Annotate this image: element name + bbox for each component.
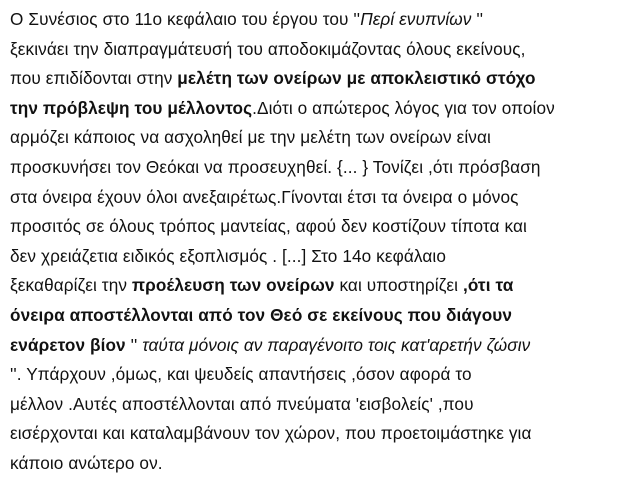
bold-text: την πρόβλεψη του μέλλοντ <box>10 97 233 118</box>
text-run: κάποιο ανώτερο ον. <box>10 452 163 473</box>
text-run: προσκυνήσει τον Θεόκαι να προσευχηθεί. {... } Τονίζει ,ότι πρόσβαση <box>10 156 541 177</box>
text-run: Ο Συνέσιος στο 11ο κεφάλαιο του έργου του '' <box>10 9 361 29</box>
text-line-4 <box>10 94 636 124</box>
text-line-14 <box>10 390 636 420</box>
text-run: και υποστηρίζει <box>334 275 463 296</box>
text-run: δεν χρειάζετια ειδικός εξοπλισμός . [...] Στο 14ο κεφάλαιο <box>10 245 446 266</box>
text-line-5 <box>10 123 636 153</box>
text-line-16 <box>10 449 636 479</box>
text-run: προσιτός σε όλους τρόπος μαντείας, αφού δεν κοστίζουν τίποτα και <box>10 216 527 237</box>
italic-title: Περί ενυπνίων <box>360 9 472 29</box>
bold-text: ,ότι τα <box>462 275 514 296</box>
italic-quote: ταύτα μόνοις αν παραγένοιτο τοις κατ'αρετήν ζώσιν <box>142 334 531 355</box>
text-line-10 <box>10 271 636 301</box>
text-run: ''. Υπάρχουν ,όμως, και ψευδείς απαντήσεις ,όσον αφορά το <box>10 364 472 385</box>
text-line-2 <box>10 35 636 65</box>
bold-text: ενάρετον βίον <box>10 334 126 355</box>
bold-text: προέλευση των ονείρων <box>131 275 335 296</box>
bold-text: μελέτη των ονείρων με αποκλειστικό στόχο <box>177 68 536 89</box>
text-line-8 <box>10 212 636 242</box>
text-line-12 <box>10 331 636 361</box>
text-run: που επιδίδονται στην <box>10 68 178 89</box>
text-run: μέλλον .Αυτές αποστέλλονται από πνεύματα 'εισβολείς' ,που <box>10 393 474 414</box>
text-line-7 <box>10 183 636 213</box>
text-line-13 <box>10 360 636 390</box>
bold-text: όνειρα αποστέλλονται από τον Θεό σε εκείνους που διάγουν <box>10 304 513 325</box>
text-run: '' <box>471 9 484 29</box>
text-line-15 <box>10 419 636 449</box>
text-run: στα όνειρα έχουν όλοι ανεξαιρέτως.Γίνονται έτσι τα όνειρα ο μόνος <box>10 186 519 207</box>
text-run: ξεκινάει την διαπραγμάτευσή του αποδοκιμάζοντας όλους εκείνους, <box>10 38 526 59</box>
bold-text: ος <box>232 97 253 118</box>
text-line-9 <box>10 242 636 272</box>
text-line-11 <box>10 301 636 331</box>
document-body <box>10 0 636 479</box>
text-line-6 <box>10 153 636 183</box>
text-run: ξεκαθαρίζει την <box>10 275 132 296</box>
text-run: αρμόζει κάποιος να ασχοληθεί με την μελέτη των ονείρων είναι <box>10 127 491 148</box>
text-run: '' <box>125 334 143 355</box>
text-run: .Διότι ο απώτερος λόγος για τον οποίον <box>252 97 555 118</box>
text-line-1 <box>10 5 636 35</box>
text-run: εισέρχονται και καταλαμβάνουν τον χώρον, που προετοιμάστηκε για <box>10 423 532 444</box>
text-line-3 <box>10 64 636 94</box>
